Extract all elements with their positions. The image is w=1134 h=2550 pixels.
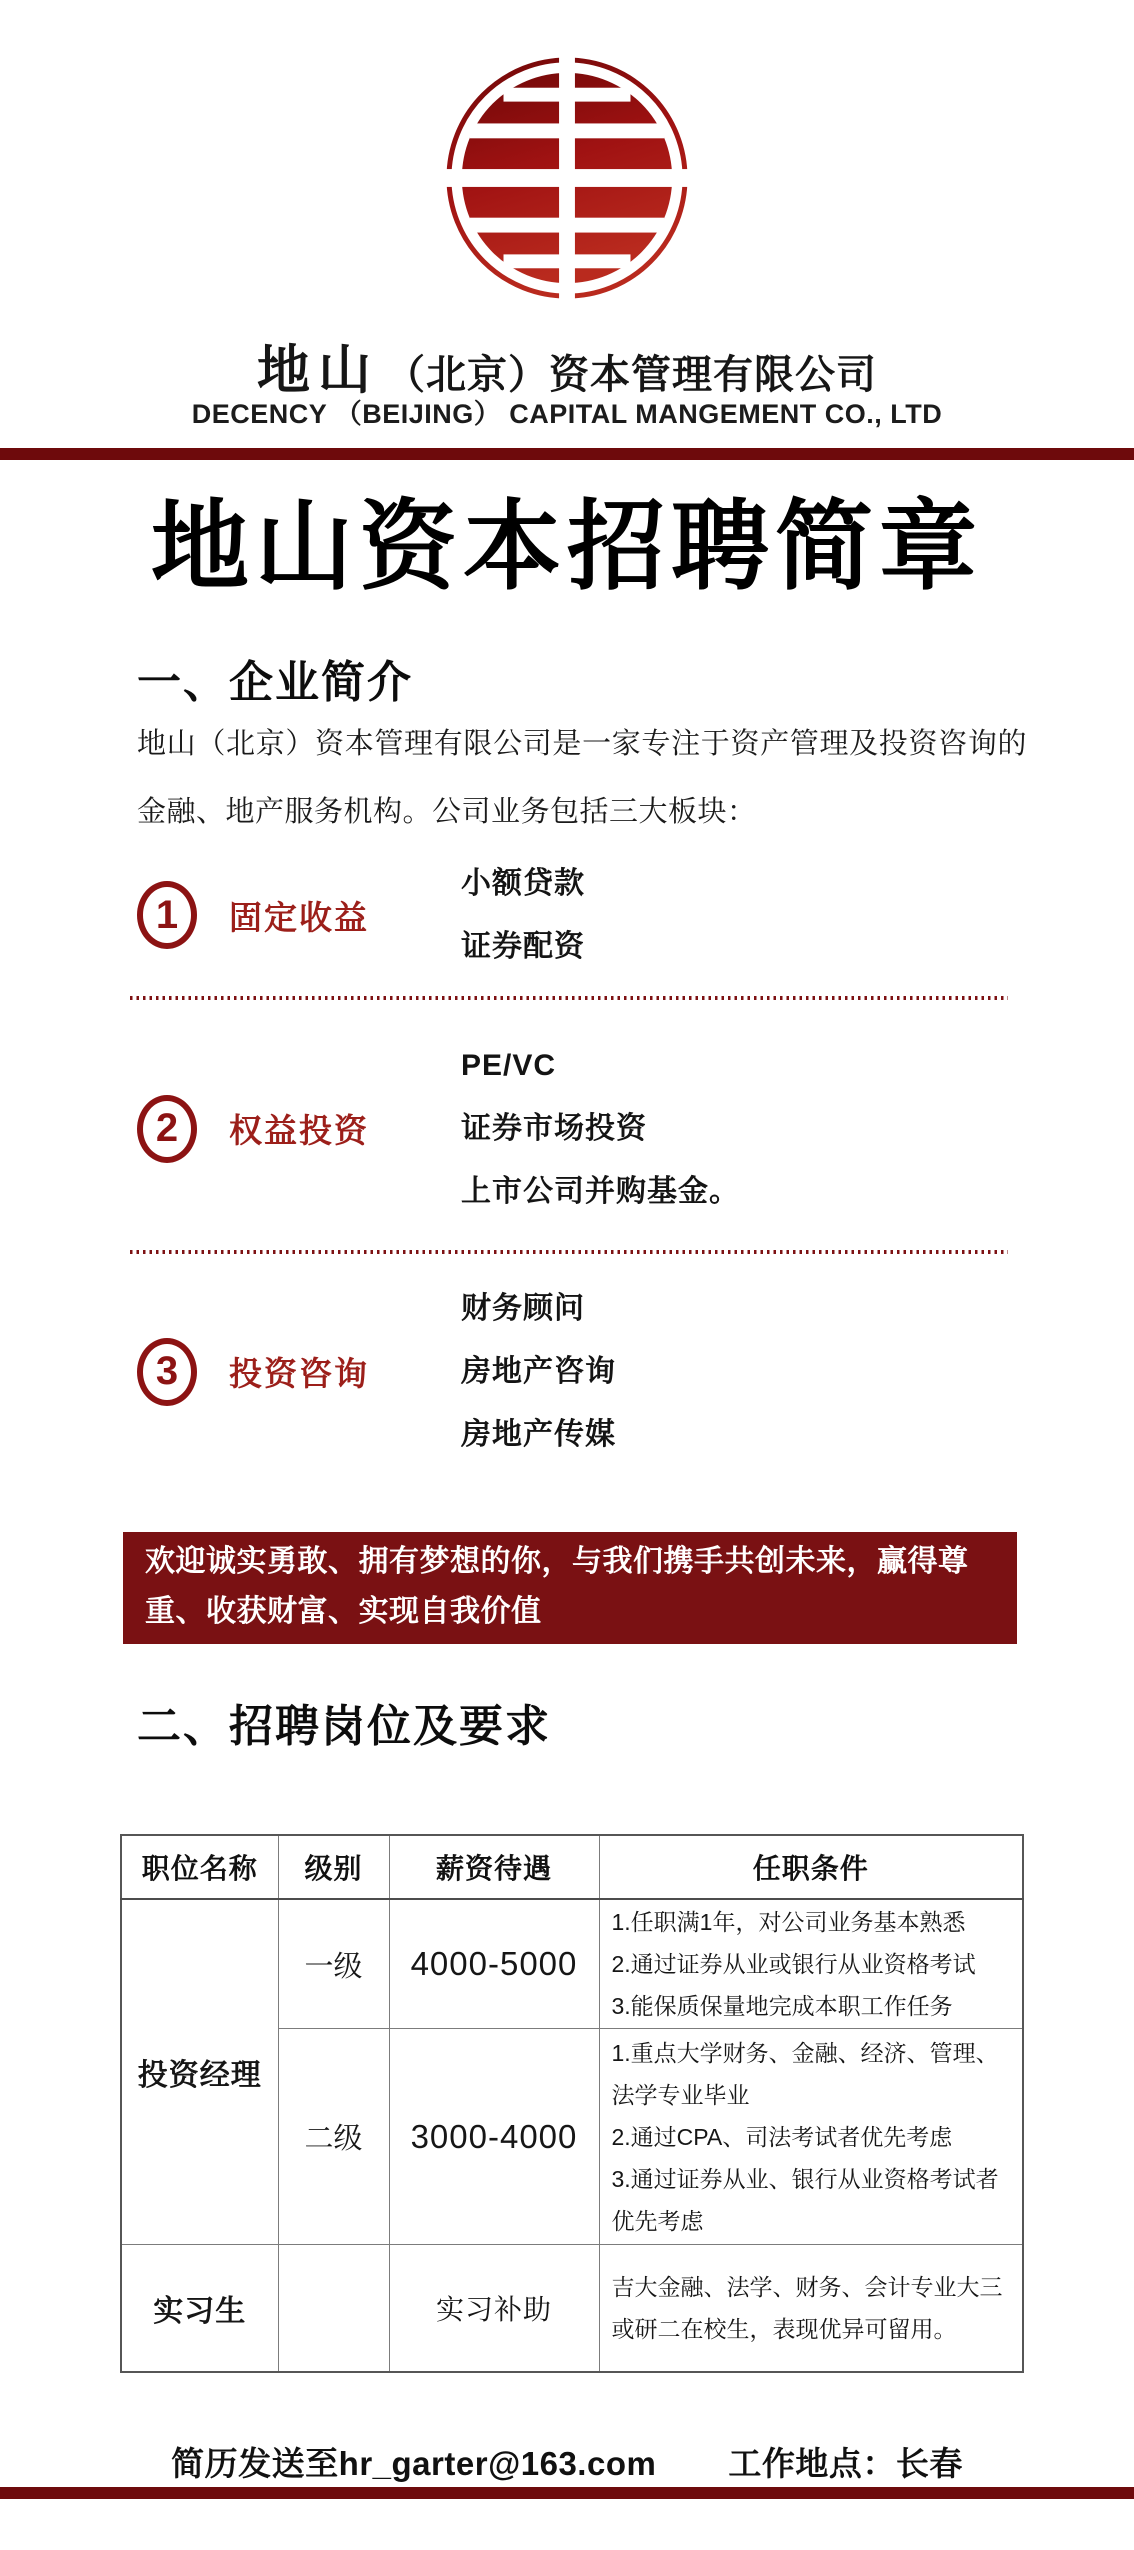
salary-cell: 4000-5000 [389, 1899, 599, 2029]
column-header-position: 职位名称 [121, 1835, 278, 1899]
column-header-requirements: 任职条件 [599, 1835, 1023, 1899]
level-cell: 二级 [278, 2029, 389, 2245]
item-number-wrap [137, 881, 229, 949]
business-item-equity-investment [137, 1034, 1022, 1223]
business-sub-item: 上市公司并购基金。 [461, 1175, 740, 1208]
contact-line [0, 2438, 1134, 2485]
requirements-cell [599, 2245, 1023, 2373]
position-cell-intern: 实习生 [121, 2245, 278, 2373]
table-row [121, 2245, 1023, 2373]
business-label: 固定收益 [229, 898, 369, 936]
bottom-divider-bar [0, 2487, 1134, 2499]
requirement-line: 2.通过证券从业或银行从业资格考试 [611, 1951, 976, 1977]
business-sub-list [461, 852, 1022, 978]
requirement-line: 2.通过CPA、司法考试者优先考虑 [611, 2123, 953, 2150]
welcome-banner: 欢迎诚实勇敢、拥有梦想的你，与我们携手共创未来，赢得尊重、收获财富、实现自我价值 [123, 1532, 1017, 1644]
work-location-text: 工作地点：长春 [728, 2445, 963, 2482]
intro-paragraph: 地山（北京）资本管理有限公司是一家专注于资产管理及投资咨询的金融、地产服务机构。公司业务包括三大板块： [137, 728, 1027, 828]
item-number-wrap [137, 1095, 229, 1163]
business-sub-item: 房地产咨询 [461, 1355, 616, 1388]
section-1-heading: 一、企业简介 [137, 658, 413, 707]
table-header-row [121, 1835, 1023, 1899]
resume-email-text: 简历发送至hr_garter@163.com [171, 2445, 657, 2482]
salary-cell: 实习补助 [389, 2245, 599, 2373]
company-logo-icon [442, 52, 692, 304]
circled-number-1-icon: 1 [137, 881, 197, 949]
business-sub-list [461, 1277, 1022, 1466]
dotted-separator [130, 1250, 1008, 1254]
business-item-fixed-income [137, 852, 1022, 978]
section-2-heading: 二、招聘岗位及要求 [137, 1702, 551, 1751]
business-label: 投资咨询 [229, 1355, 369, 1392]
circled-number-2-icon: 2 [137, 1095, 197, 1163]
business-sub-item: 证券配资 [461, 930, 585, 963]
poster-title: 地山资本招聘简章 [150, 491, 983, 601]
requirement-line: 3.能保质保量地完成本职工作任务 [611, 1993, 953, 2019]
business-sub-item: 证券市场投资 [461, 1112, 647, 1145]
requirements-cell [599, 1899, 1023, 2029]
company-name-en: DECENCY （BEIJING） CAPITAL MANGEMENT CO., LTD [191, 399, 943, 429]
level-cell [278, 2245, 389, 2373]
requirement-line: 1.任职满1年，对公司业务基本熟悉 [611, 1909, 966, 1935]
company-name-script: 地山 [257, 341, 379, 400]
table-row [121, 1899, 1023, 2029]
top-divider-bar [0, 448, 1134, 460]
business-item-investment-consulting [137, 1277, 1022, 1466]
column-header-level: 级别 [278, 1835, 389, 1899]
business-label: 权益投资 [229, 1112, 369, 1149]
salary-cell: 3000-4000 [389, 2029, 599, 2245]
jobs-table [120, 1834, 1024, 2373]
position-cell-manager: 投资经理 [121, 1899, 278, 2245]
business-sub-list [461, 1034, 1022, 1223]
column-header-salary: 薪资待遇 [389, 1835, 599, 1899]
business-sub-item: 房地产传媒 [461, 1418, 616, 1451]
dotted-separator [130, 996, 1008, 1000]
level-cell: 一级 [278, 1899, 389, 2029]
circled-number-3-icon: 3 [137, 1338, 197, 1406]
company-name-rest: （北京）资本管理有限公司 [385, 353, 877, 397]
business-sub-item: 小额贷款 [461, 867, 585, 900]
business-sub-item: PE/VC [461, 1049, 557, 1082]
business-sub-item: 财务顾问 [461, 1292, 585, 1325]
requirement-line: 3.通过证券从业、银行从业资格考试者优先考虑 [611, 2165, 999, 2234]
requirement-line: 吉大金融、法学、财务、会计专业大三或研二在校生，表现优异可留用。 [611, 2274, 1003, 2342]
requirements-cell [599, 2029, 1023, 2245]
requirement-line: 1.重点大学财务、金融、经济、管理、法学专业毕业 [611, 2039, 999, 2108]
item-number-wrap [137, 1338, 229, 1406]
